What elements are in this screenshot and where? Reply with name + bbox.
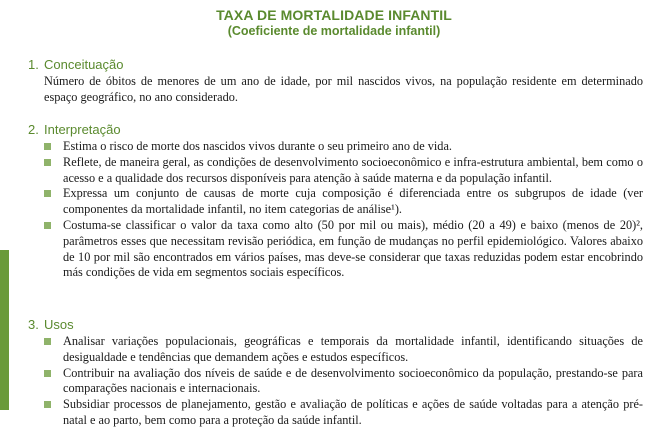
list-item-text: Subsidiar processos de planejamento, gestão e avaliação de políticas e ações de saúde voltadas para a atenção pré-natal e ao parto, bem como para a proteção da saúde infantil. bbox=[63, 397, 643, 427]
square-bullet-icon bbox=[44, 401, 51, 408]
section-number: 1. bbox=[28, 57, 39, 72]
section-conceituacao bbox=[28, 57, 643, 106]
square-bullet-icon bbox=[44, 338, 51, 345]
list-item bbox=[63, 218, 643, 281]
list-item bbox=[63, 155, 643, 187]
list-item-text: Analisar variações populacionais, geográficas e temporais da mortalidade infantil, identificando situações de desigualdade e tendências que demandem ações e estudos específicos. bbox=[63, 334, 643, 364]
title-block bbox=[0, 7, 668, 39]
section-heading bbox=[28, 317, 643, 333]
side-accent-bar bbox=[0, 250, 9, 410]
list-item-text: Costuma-se classificar o valor da taxa como alto (50 por mil ou mais), médio (20 a 49) e baixo (menos de 20)², parâmetros esses que necessitam revisão periódica, em função de mudanças no perfil epidemiológico. Valores abaixo de 10 por mil são encontrados em vários países, mas deve-se considerar que taxas reduzidas podem estar encobrindo más condições de vida em segmentos sociais específicos. bbox=[63, 217, 643, 280]
section-heading-label: Usos bbox=[44, 317, 74, 332]
page-subtitle: (Coeficiente de mortalidade infantil) bbox=[227, 24, 441, 38]
square-bullet-icon bbox=[44, 370, 51, 377]
list-item-text: Reflete, de maneira geral, as condições de desenvolvimento socioeconômico e infra-estrutura ambiental, bem como o acesso e a qualidade dos recursos disponíveis para atenção à saúde materna e da população infantil. bbox=[63, 154, 643, 185]
section-heading-label: Interpretação bbox=[44, 122, 121, 137]
list-item-text: Contribuir na avaliação dos níveis de saúde e de desenvolvimento socioeconômico da população, prestando-se para comparações nacionais e internacionais. bbox=[63, 365, 643, 396]
section-number: 3. bbox=[28, 317, 39, 332]
section-heading bbox=[28, 57, 643, 73]
section-heading-label: Conceituação bbox=[44, 57, 124, 72]
section-heading bbox=[28, 122, 643, 138]
section-number: 2. bbox=[28, 122, 39, 137]
square-bullet-icon bbox=[44, 143, 51, 150]
square-bullet-icon bbox=[44, 159, 51, 166]
bullet-list bbox=[28, 334, 643, 429]
page-title: TAXA DE MORTALIDADE INFANTIL bbox=[216, 7, 452, 23]
square-bullet-icon bbox=[44, 190, 51, 197]
section-paragraph: Número de óbitos de menores de um ano de idade, por mil nascidos vivos, na população residente em determinado espaço geográfico, no ano considerado. bbox=[44, 74, 643, 104]
list-item-text: Expressa um conjunto de causas de morte cuja composição é diferenciada entre os subgrupos de idade (ver componentes da mortalidade infantil, no item categorias de análise¹). bbox=[63, 186, 643, 217]
section-usos bbox=[28, 317, 643, 429]
list-item bbox=[63, 366, 643, 398]
list-item-text: Estima o risco de morte dos nascidos vivos durante o seu primeiro ano de vida. bbox=[63, 139, 452, 153]
list-item bbox=[63, 139, 643, 155]
section-interpretacao bbox=[28, 122, 643, 281]
list-item bbox=[63, 397, 643, 429]
bullet-list bbox=[28, 139, 643, 281]
list-item bbox=[63, 334, 643, 366]
list-item bbox=[63, 186, 643, 218]
square-bullet-icon bbox=[44, 222, 51, 229]
